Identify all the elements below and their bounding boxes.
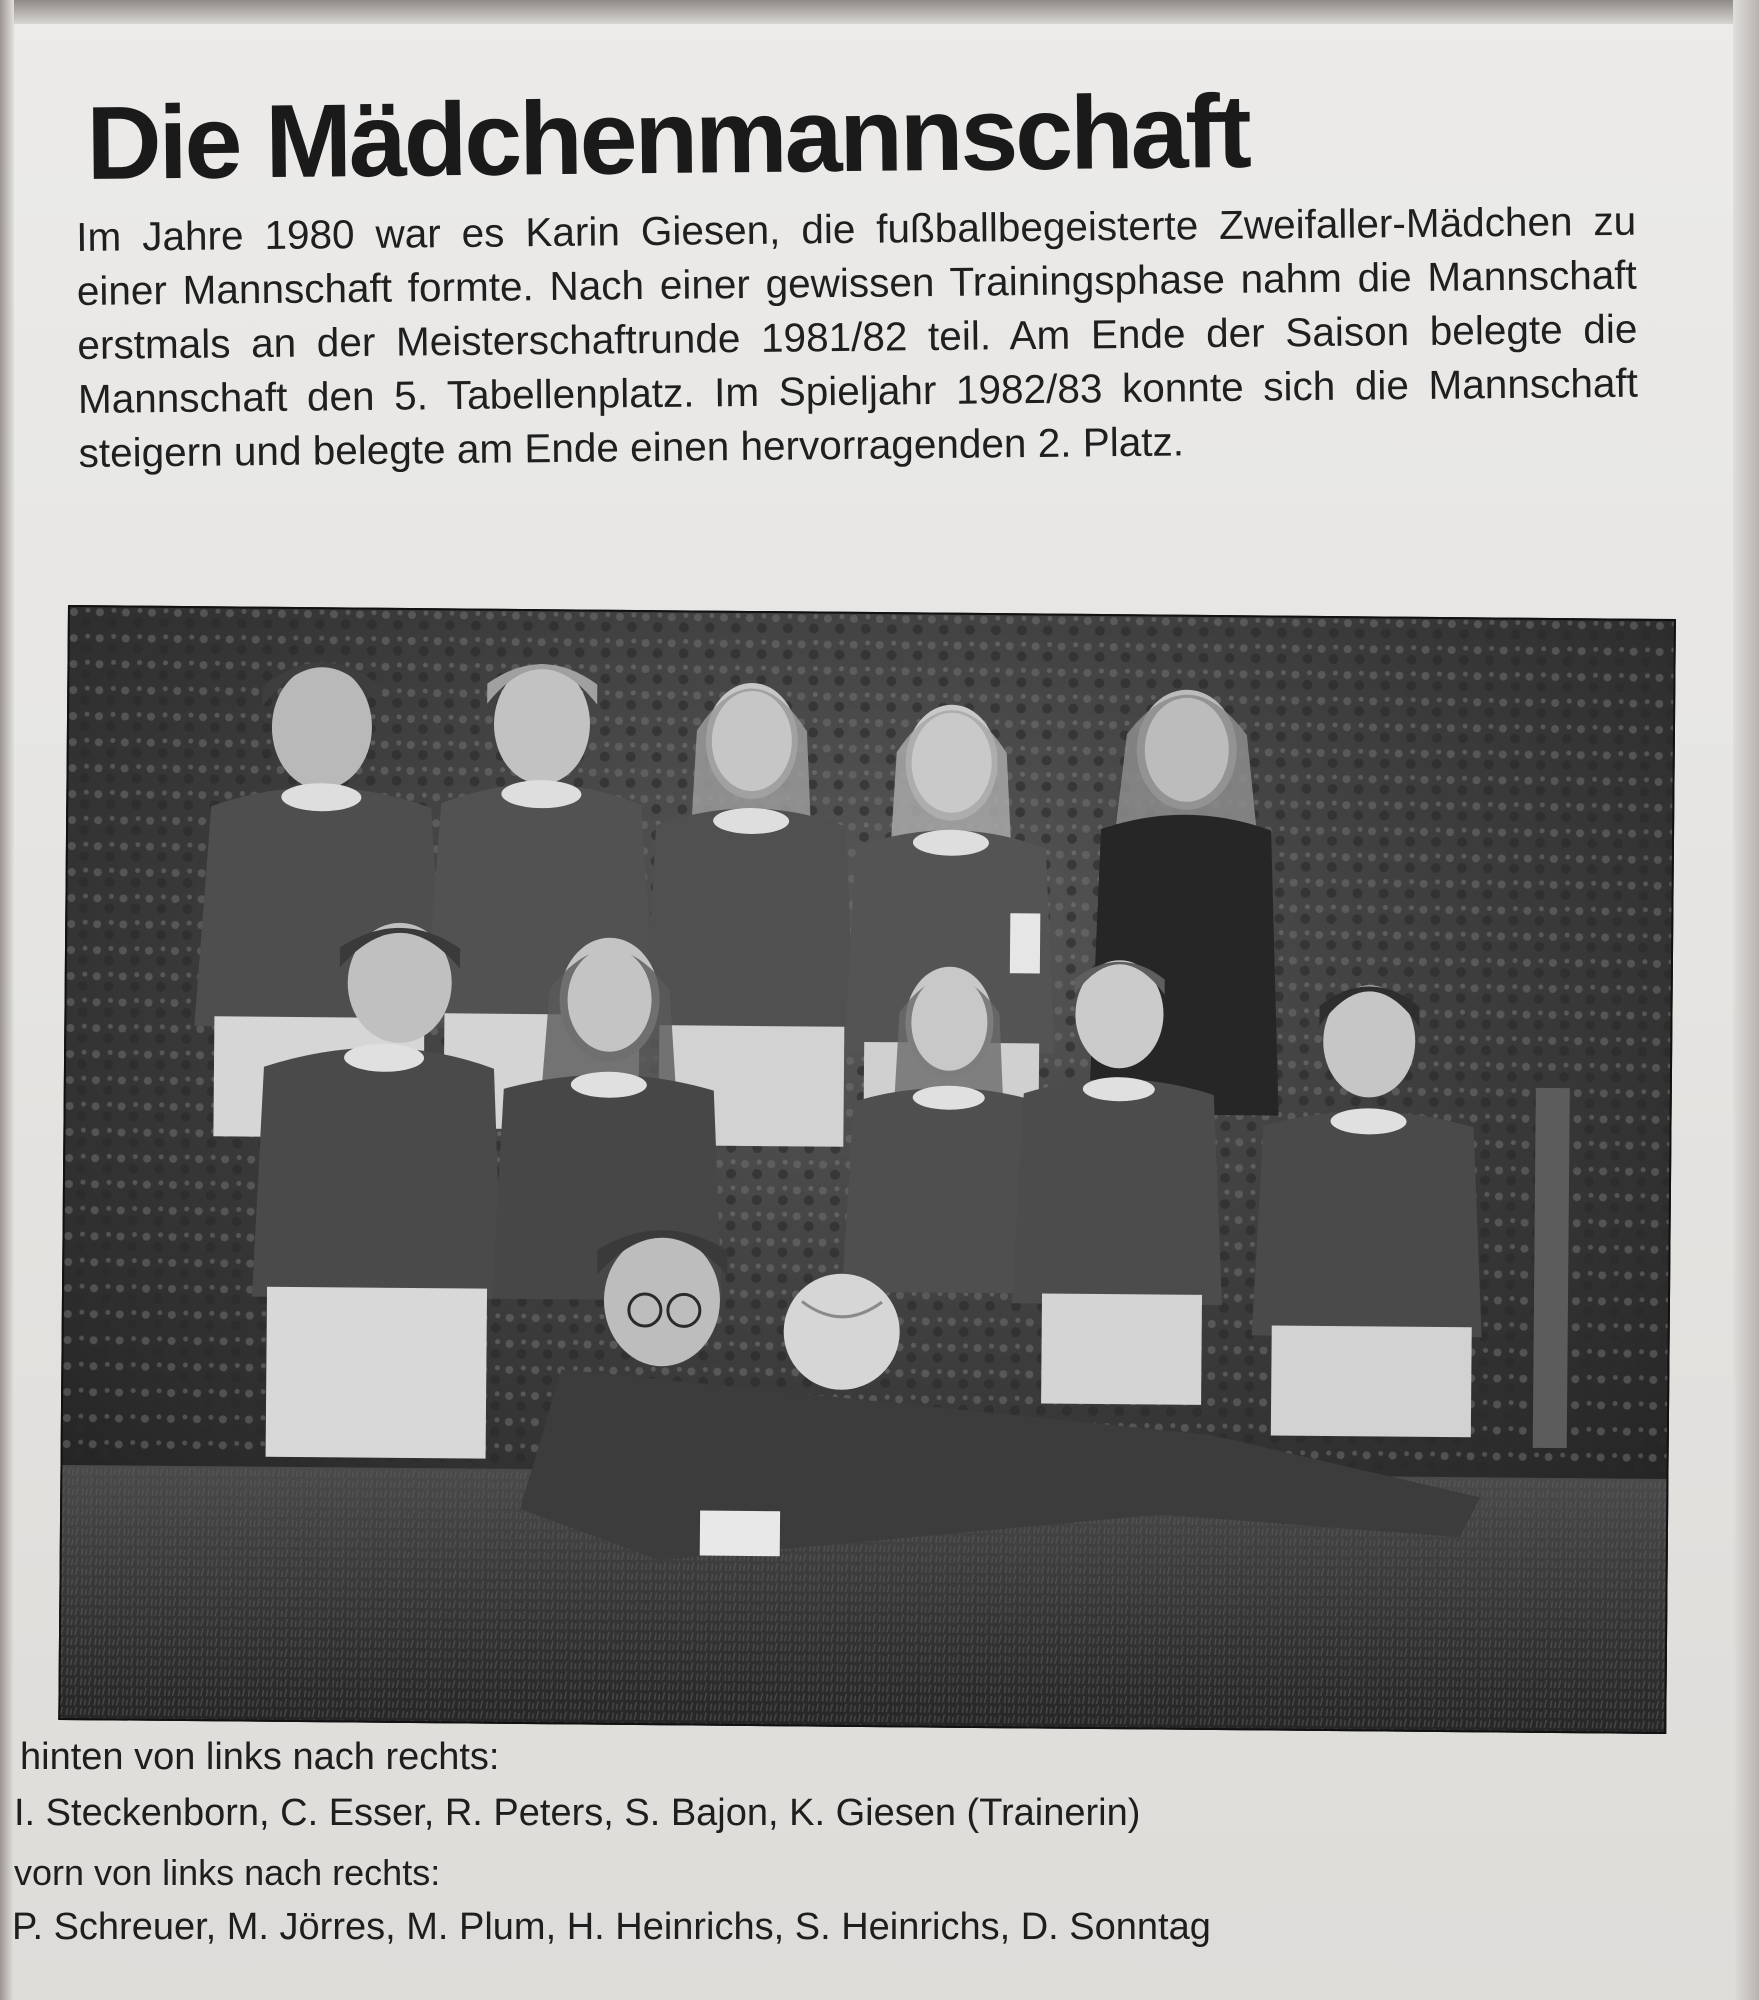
team-photo [58, 605, 1676, 1734]
caption-back-row-heading: hinten von links nach rechts: [20, 1736, 500, 1778]
caption-back-row-names: I. Steckenborn, C. Esser, R. Peters, S. Bajon, K. Giesen (Trainerin) [14, 1792, 1141, 1834]
intro-paragraph: Im Jahre 1980 war es Karin Giesen, die fußballbegeisterte Zweifaller-Mädchen zu einer Mannschaft formte. Nach einer gewissen Trainingsphase nahm die Mannschaft erstmals an der Meisterschaftrunde 1981/82 teil. Am Ende der Saison belegte die Mannschaft den 5. Tabellenplatz. Im Spieljahr 1982/83 konnte sich die Mannschaft steigern und belegte am Ende einen hervorragenden 2. Platz. [76, 197, 1639, 476]
caption-front-row-heading: vorn von links nach rechts: [14, 1852, 441, 1893]
page-edge-right [1733, 0, 1759, 2000]
page-edge-top [0, 0, 1759, 24]
page-title: Die Mädchenmannschaft [85, 73, 1250, 202]
page-edge-left [0, 0, 14, 2000]
team-photo-icon [58, 605, 1676, 1734]
caption-front-row-names: P. Schreuer, M. Jörres, M. Plum, H. Heinrichs, S. Heinrichs, D. Sonntag [12, 1906, 1211, 1948]
